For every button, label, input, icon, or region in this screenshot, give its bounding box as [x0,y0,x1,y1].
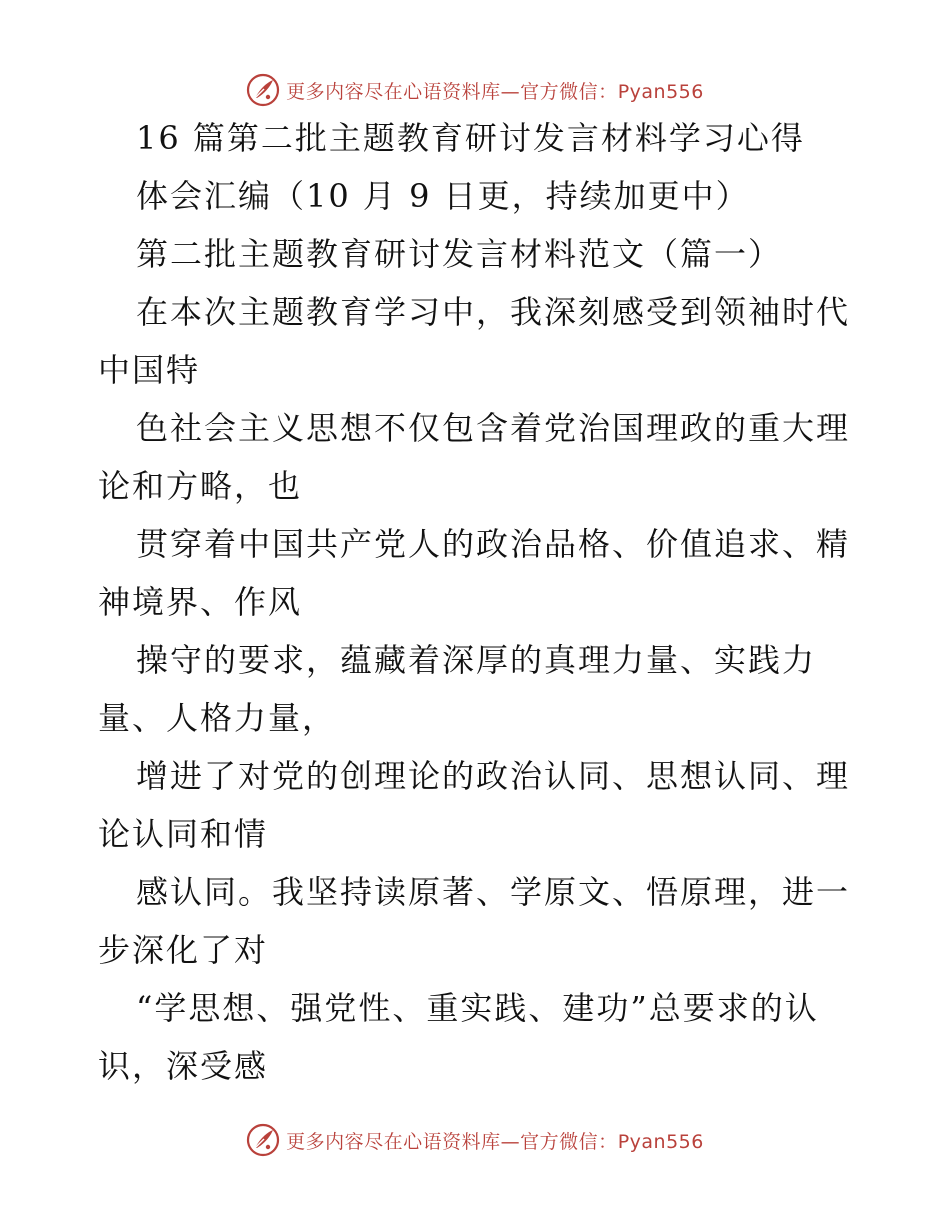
banner-dash: — [500,80,521,103]
paragraph-line: 论和方略，也 [98,467,303,505]
paragraph-line: 神境界、作风 [98,583,303,621]
paragraph-line: 贯穿着中国共产党人的政治品格、价值追求、精 [136,525,851,563]
paragraph-line: 步深化了对 [98,931,269,969]
feather-pen-logo-icon [246,73,280,107]
banner-wechat-label: 官方微信： [520,1130,618,1153]
paragraph-line: 中国特 [98,351,201,389]
footer-banner [0,1120,950,1160]
paragraph-line: 操守的要求，蕴藏着深厚的真理力量、实践力 [136,641,817,679]
banner-text [286,1127,704,1154]
banner-title: 更多内容尽在心语资料库 [286,80,501,103]
paragraph-line: 色社会主义思想不仅包含着党治国理政的重大理 [136,409,851,447]
paragraph-line: 在本次主题教育学习中，我深刻感受到领袖时代 [136,293,851,331]
doc-title-line-1: 16 篇第二批主题教育研讨发言材料学习心得 [136,119,805,157]
section-heading: 第二批主题教育研讨发言材料范文（篇一） [136,235,783,273]
paragraph-line: 感认同。我坚持读原著、学原文、悟原理，进一 [136,873,851,911]
doc-title-line-2: 体会汇编（10 月 9 日更，持续加更中） [136,177,750,215]
banner-wechat-label: 官方微信： [520,80,618,103]
banner-text [286,77,704,104]
paragraph-line: 识，深受感 [98,1047,269,1085]
paragraph-line: 论认同和情 [98,815,269,853]
banner-wechat-id: Pyan556 [617,1130,704,1153]
banner-dash: — [500,1130,521,1153]
banner-title: 更多内容尽在心语资料库 [286,1130,501,1153]
paragraph-line: 量、人格力量， [98,699,337,737]
banner-wechat-id: Pyan556 [617,80,704,103]
header-banner [0,70,950,110]
paragraph-line: 增进了对党的创理论的政治认同、思想认同、理 [136,757,851,795]
paragraph-line: “学思想、强党性、重实践、建功”总要求的认 [136,989,819,1027]
feather-pen-logo-icon [246,1123,280,1157]
